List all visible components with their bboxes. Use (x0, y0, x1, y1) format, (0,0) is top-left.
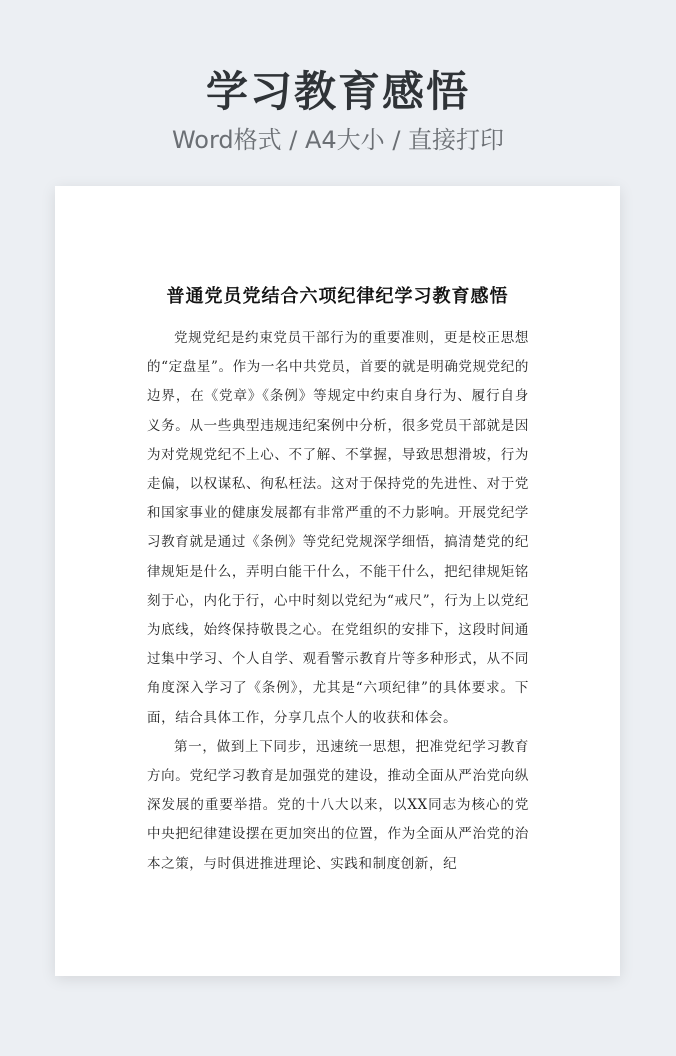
document-body (147, 324, 529, 879)
document-paragraph: 第一，做到上下同步，迅速统一思想，把准党纪学习教育方向。党纪学习教育是加强党的建设，推动全面从严治党向纵深发展的重要举措。党的十八大以来，以XX同志为核心的党中央把纪律建设摆在更加突出的位置，作为全面从严治党的治本之策，与时俱进推进理论、实践和制度创新，纪 (147, 738, 529, 872)
page-header (0, 64, 676, 156)
document-preview-page (55, 186, 620, 976)
document-title: 普通党员党结合六项纪律纪学习教育感悟 (166, 286, 509, 307)
document-paragraph: 党规党纪是约束党员干部行为的重要准则，更是校正思想的“定盘星”。作为一名中共党员，首要的就是明确党规党纪的边界，在《党章》《条例》等规定中约束自身行为、履行自身义务。从一些典型违规违纪案例中分析，很多党员干部就是因为对党规党纪不上心、不了解、不掌握，导致思想滑坡，行为走偏，以权谋私、徇私枉法。这对于保持党的先进性、对于党和国家事业的健康发展都有非常严重的不力影响。开展党纪学习教育就是通过《条例》等党纪党规深学细悟，搞清楚党的纪律规矩是什么，弄明白能干什么，不能干什么，把纪律规矩铭刻于心，内化于行，心中时刻以党纪为“戒尺”，行为上以党纪为底线，始终保持敬畏之心。在党组织的安排下，这段时间通过集中学习、个人自学、观看警示教育片等多种形式，从不同角度深入学习了《条例》，尤其是“六项纪律”的具体要求。下面，结合具体工作，分享几点个人的收获和体会。 (147, 330, 529, 726)
page-subtitle: Word格式 / A4大小 / 直接打印 (171, 126, 505, 154)
page-title: 学习教育感悟 (205, 67, 470, 116)
